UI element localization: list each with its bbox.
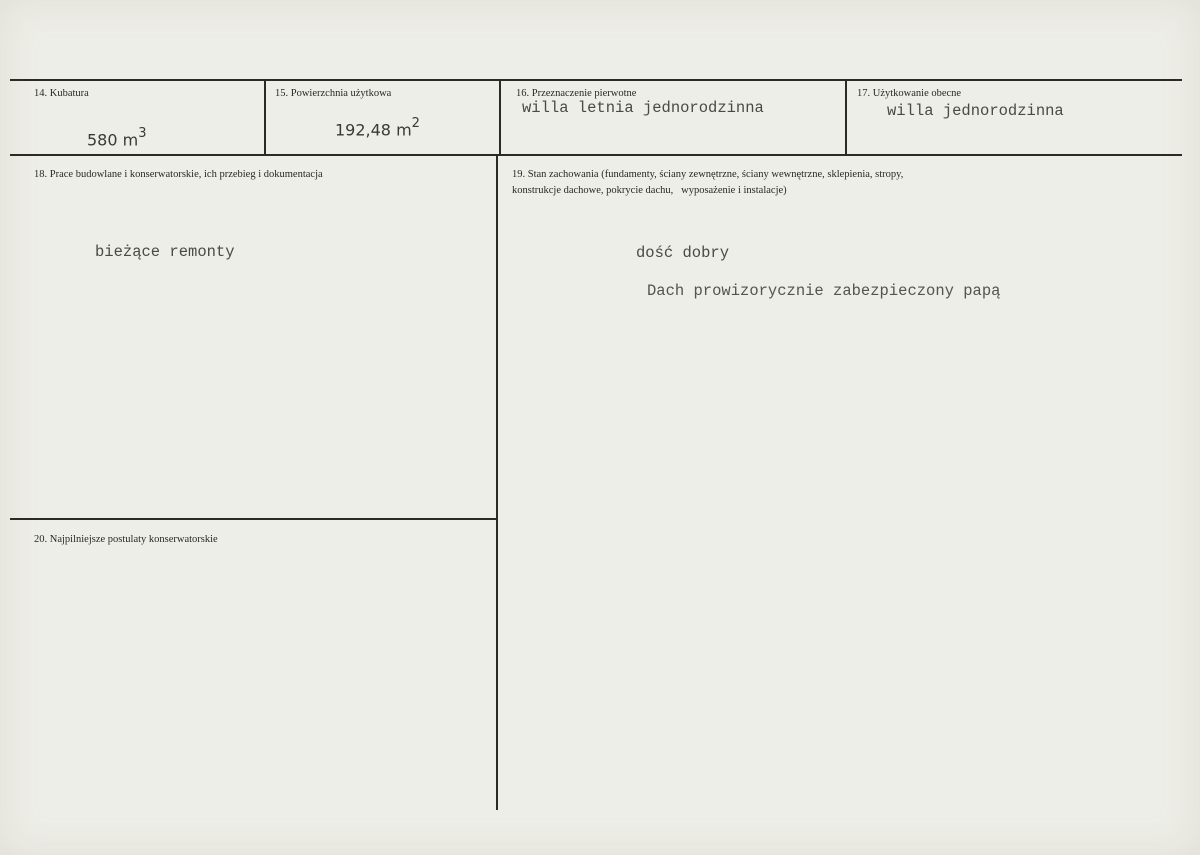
field-19-value-line2: Dach prowizorycznie zabezpieczony papą	[647, 282, 1001, 300]
field-14-label: 14. Kubatura	[34, 88, 89, 99]
field-14-value	[87, 128, 147, 149]
divider-14-15	[264, 80, 266, 155]
divider-16-17	[845, 80, 847, 155]
field-16-label: 16. Przeznaczenie pierwotne	[516, 88, 637, 99]
field-18-label: 18. Prace budowlane i konserwatorskie, ich przebieg i dokumentacja	[34, 169, 323, 180]
top-row-border	[10, 79, 1182, 81]
field-17-label: 17. Użytkowanie obecne	[857, 88, 962, 99]
field-19-label-line1: 19. Stan zachowania (fundamenty, ściany zewnętrzne, ściany wewnętrzne, sklepienia, stropy,	[512, 169, 904, 180]
field-18-value: bieżące remonty	[95, 243, 235, 261]
field-17-value: willa jednorodzinna	[887, 102, 1064, 120]
top-row-bottom-border	[10, 154, 1182, 156]
field-19-label-line2: konstrukcje dachowe, pokrycie dachu, wyposażenie i instalacje)	[512, 185, 787, 196]
divider-15-16	[499, 80, 501, 155]
section-18-20-divider	[10, 518, 497, 520]
field-20-label: 20. Najpilniejsze postulaty konserwatorskie	[34, 534, 218, 545]
field-19-value-line1: dość dobry	[636, 244, 730, 262]
field-16-value: willa letnia jednorodzinna	[522, 99, 764, 117]
field-15-label: 15. Powierzchnia użytkowa	[275, 88, 392, 99]
main-column-divider	[496, 155, 498, 810]
field-14-value-exponent: 3	[138, 126, 147, 141]
field-15-value-text: 192,48 m	[335, 120, 412, 140]
field-15-value-exponent: 2	[411, 116, 420, 131]
field-15-value	[335, 118, 420, 139]
field-14-value-text: 580 m	[87, 130, 139, 150]
